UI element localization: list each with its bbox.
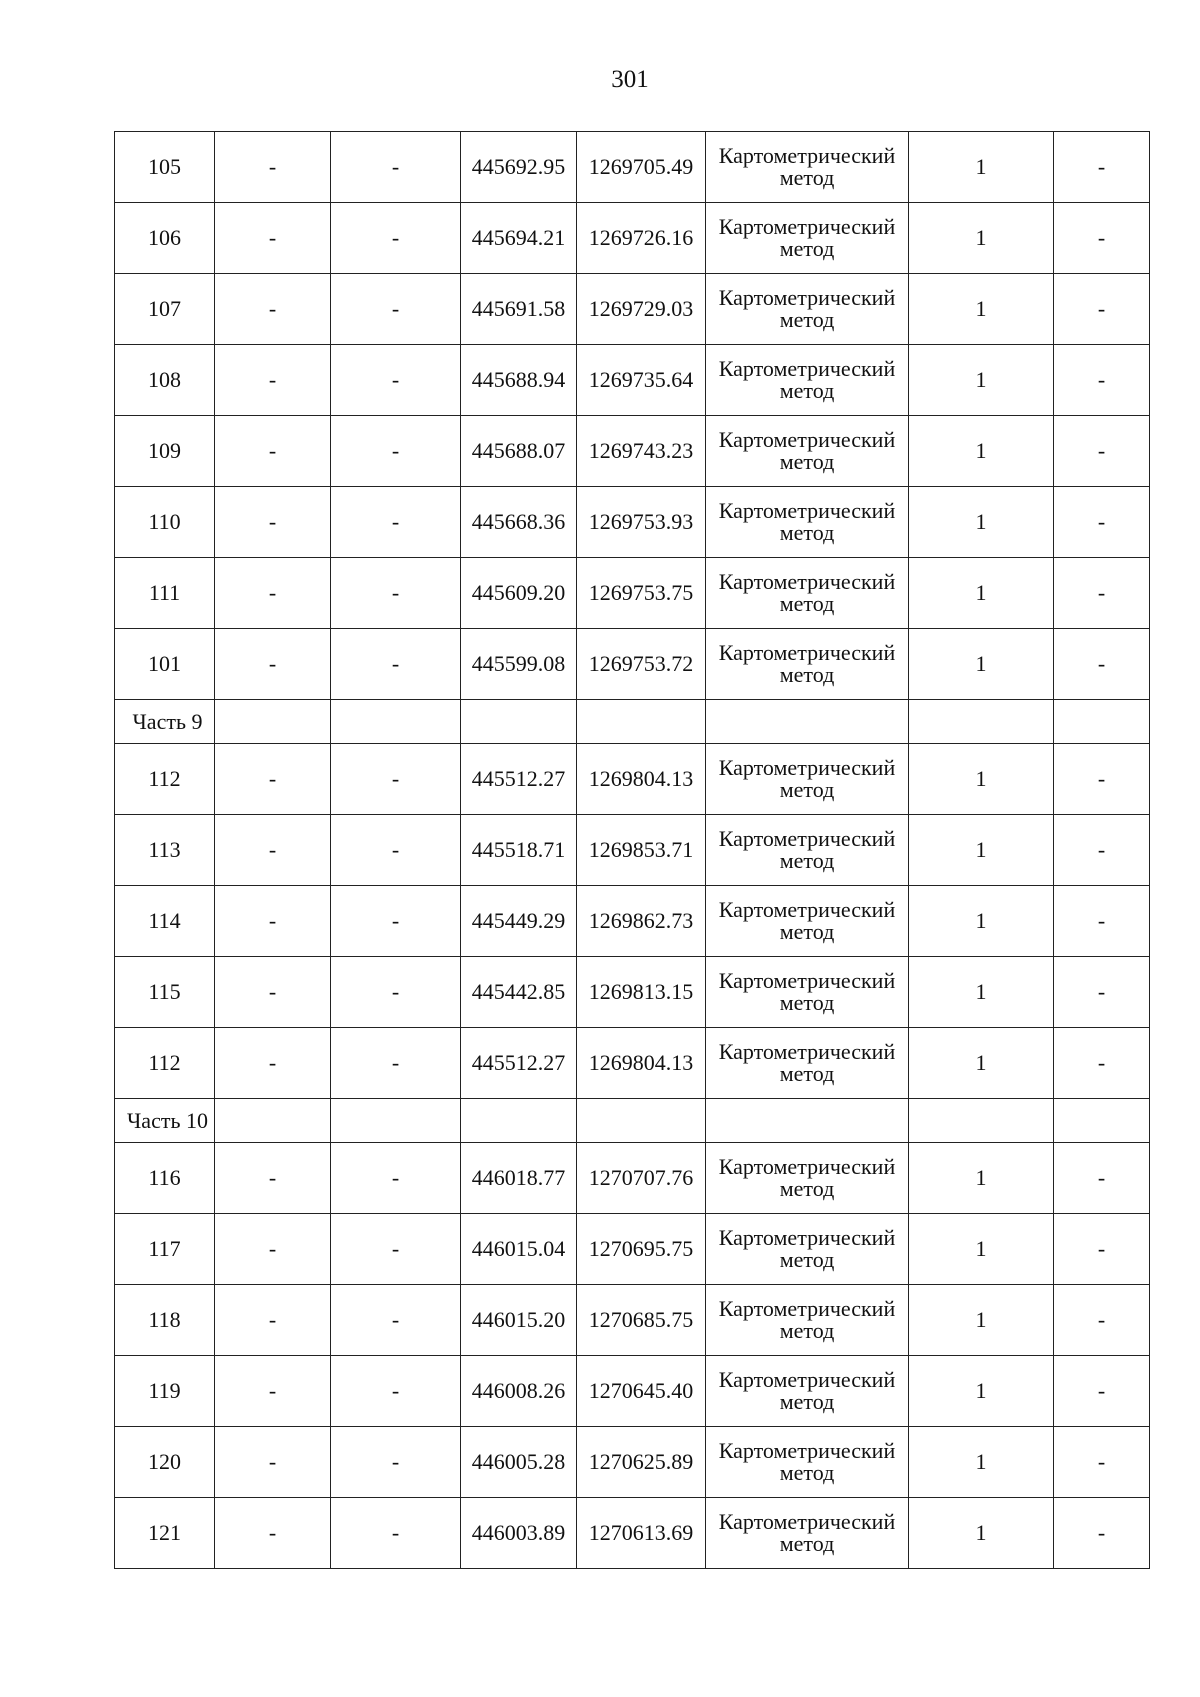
x-coordinate: 445691.58 bbox=[461, 274, 577, 345]
method-line-1: Картометрический bbox=[718, 1438, 896, 1463]
column-3-value: - bbox=[331, 558, 461, 629]
method-line-2: метод bbox=[779, 591, 835, 616]
column-8-value: - bbox=[1054, 1214, 1150, 1285]
empty-cell bbox=[577, 1099, 706, 1143]
column-2-value: - bbox=[215, 1285, 331, 1356]
point-number: 114 bbox=[115, 886, 215, 957]
point-number: 118 bbox=[115, 1285, 215, 1356]
point-number: 119 bbox=[115, 1356, 215, 1427]
column-8-value: - bbox=[1054, 1427, 1150, 1498]
y-coordinate: 1269804.13 bbox=[577, 744, 706, 815]
method-line-1: Картометрический bbox=[718, 897, 896, 922]
empty-cell bbox=[577, 700, 706, 744]
empty-cell bbox=[331, 1099, 461, 1143]
x-coordinate: 446008.26 bbox=[461, 1356, 577, 1427]
y-coordinate: 1269813.15 bbox=[577, 957, 706, 1028]
method-cell bbox=[706, 203, 909, 274]
point-number: 116 bbox=[115, 1143, 215, 1214]
accuracy-value: 1 bbox=[909, 1498, 1054, 1569]
method-line-1: Картометрический bbox=[718, 214, 896, 239]
method-cell bbox=[706, 629, 909, 700]
accuracy-value: 1 bbox=[909, 203, 1054, 274]
column-2-value: - bbox=[215, 558, 331, 629]
column-3-value: - bbox=[331, 345, 461, 416]
accuracy-value: 1 bbox=[909, 957, 1054, 1028]
section-label: Часть 10 bbox=[115, 1099, 215, 1143]
table-row bbox=[115, 274, 1150, 345]
empty-cell bbox=[215, 700, 331, 744]
y-coordinate: 1269726.16 bbox=[577, 203, 706, 274]
section-row bbox=[115, 1099, 1150, 1143]
empty-cell bbox=[909, 700, 1054, 744]
table-row bbox=[115, 1498, 1150, 1569]
table-row bbox=[115, 815, 1150, 886]
x-coordinate: 445609.20 bbox=[461, 558, 577, 629]
column-8-value: - bbox=[1054, 815, 1150, 886]
point-number: 112 bbox=[115, 1028, 215, 1099]
y-coordinate: 1269853.71 bbox=[577, 815, 706, 886]
x-coordinate: 445694.21 bbox=[461, 203, 577, 274]
method-line-1: Картометрический bbox=[718, 498, 896, 523]
column-8-value: - bbox=[1054, 1028, 1150, 1099]
method-line-1: Картометрический bbox=[718, 356, 896, 381]
column-8-value: - bbox=[1054, 957, 1150, 1028]
column-2-value: - bbox=[215, 1028, 331, 1099]
x-coordinate: 445518.71 bbox=[461, 815, 577, 886]
column-2-value: - bbox=[215, 203, 331, 274]
table-row bbox=[115, 1427, 1150, 1498]
method-cell bbox=[706, 132, 909, 203]
point-number: 108 bbox=[115, 345, 215, 416]
y-coordinate: 1270613.69 bbox=[577, 1498, 706, 1569]
method-line-2: метод bbox=[779, 1247, 835, 1272]
column-2-value: - bbox=[215, 815, 331, 886]
point-number: 121 bbox=[115, 1498, 215, 1569]
method-line-2: метод bbox=[779, 990, 835, 1015]
accuracy-value: 1 bbox=[909, 1285, 1054, 1356]
y-coordinate: 1269753.75 bbox=[577, 558, 706, 629]
method-cell bbox=[706, 957, 909, 1028]
column-3-value: - bbox=[331, 815, 461, 886]
column-3-value: - bbox=[331, 203, 461, 274]
column-2-value: - bbox=[215, 886, 331, 957]
column-2-value: - bbox=[215, 1427, 331, 1498]
accuracy-value: 1 bbox=[909, 886, 1054, 957]
method-cell bbox=[706, 1143, 909, 1214]
method-cell bbox=[706, 744, 909, 815]
x-coordinate: 446015.04 bbox=[461, 1214, 577, 1285]
x-coordinate: 445692.95 bbox=[461, 132, 577, 203]
column-2-value: - bbox=[215, 345, 331, 416]
method-line-1: Картометрический bbox=[718, 1225, 896, 1250]
point-number: 120 bbox=[115, 1427, 215, 1498]
column-8-value: - bbox=[1054, 558, 1150, 629]
column-2-value: - bbox=[215, 1356, 331, 1427]
method-line-1: Картометрический bbox=[718, 1039, 896, 1064]
column-2-value: - bbox=[215, 1498, 331, 1569]
column-3-value: - bbox=[331, 1356, 461, 1427]
column-3-value: - bbox=[331, 957, 461, 1028]
method-cell bbox=[706, 1427, 909, 1498]
y-coordinate: 1270695.75 bbox=[577, 1214, 706, 1285]
coordinates-table bbox=[114, 131, 1150, 1569]
x-coordinate: 445449.29 bbox=[461, 886, 577, 957]
method-line-1: Картометрический bbox=[718, 826, 896, 851]
column-8-value: - bbox=[1054, 744, 1150, 815]
method-line-1: Картометрический bbox=[718, 427, 896, 452]
column-3-value: - bbox=[331, 487, 461, 558]
table-row bbox=[115, 1214, 1150, 1285]
x-coordinate: 445599.08 bbox=[461, 629, 577, 700]
x-coordinate: 445442.85 bbox=[461, 957, 577, 1028]
point-number: 111 bbox=[115, 558, 215, 629]
column-2-value: - bbox=[215, 132, 331, 203]
column-8-value: - bbox=[1054, 274, 1150, 345]
y-coordinate: 1269735.64 bbox=[577, 345, 706, 416]
accuracy-value: 1 bbox=[909, 274, 1054, 345]
y-coordinate: 1270625.89 bbox=[577, 1427, 706, 1498]
empty-cell bbox=[706, 700, 909, 744]
method-line-2: метод bbox=[779, 848, 835, 873]
method-line-1: Картометрический bbox=[718, 1154, 896, 1179]
column-2-value: - bbox=[215, 487, 331, 558]
table-row bbox=[115, 416, 1150, 487]
column-2-value: - bbox=[215, 1143, 331, 1214]
method-line-2: метод bbox=[779, 1460, 835, 1485]
empty-cell bbox=[1054, 1099, 1150, 1143]
table-row bbox=[115, 1356, 1150, 1427]
accuracy-value: 1 bbox=[909, 744, 1054, 815]
table-row bbox=[115, 1143, 1150, 1214]
method-line-1: Картометрический bbox=[718, 1509, 896, 1534]
table-row bbox=[115, 1028, 1150, 1099]
accuracy-value: 1 bbox=[909, 345, 1054, 416]
x-coordinate: 446018.77 bbox=[461, 1143, 577, 1214]
x-coordinate: 445512.27 bbox=[461, 1028, 577, 1099]
column-8-value: - bbox=[1054, 487, 1150, 558]
method-line-1: Картометрический bbox=[718, 968, 896, 993]
column-3-value: - bbox=[331, 629, 461, 700]
method-cell bbox=[706, 886, 909, 957]
method-line-1: Картометрический bbox=[718, 1296, 896, 1321]
method-cell bbox=[706, 487, 909, 558]
x-coordinate: 445668.36 bbox=[461, 487, 577, 558]
column-8-value: - bbox=[1054, 629, 1150, 700]
table-row bbox=[115, 629, 1150, 700]
empty-cell bbox=[215, 1099, 331, 1143]
point-number: 105 bbox=[115, 132, 215, 203]
method-line-2: метод bbox=[779, 1061, 835, 1086]
column-3-value: - bbox=[331, 1427, 461, 1498]
y-coordinate: 1269753.72 bbox=[577, 629, 706, 700]
accuracy-value: 1 bbox=[909, 132, 1054, 203]
accuracy-value: 1 bbox=[909, 487, 1054, 558]
method-line-2: метод bbox=[779, 1176, 835, 1201]
point-number: 115 bbox=[115, 957, 215, 1028]
column-3-value: - bbox=[331, 416, 461, 487]
column-3-value: - bbox=[331, 1214, 461, 1285]
point-number: 110 bbox=[115, 487, 215, 558]
column-2-value: - bbox=[215, 744, 331, 815]
column-8-value: - bbox=[1054, 1285, 1150, 1356]
x-coordinate: 446015.20 bbox=[461, 1285, 577, 1356]
method-cell bbox=[706, 558, 909, 629]
method-line-2: метод bbox=[779, 777, 835, 802]
accuracy-value: 1 bbox=[909, 1028, 1054, 1099]
method-cell bbox=[706, 815, 909, 886]
accuracy-value: 1 bbox=[909, 629, 1054, 700]
empty-cell bbox=[331, 700, 461, 744]
column-3-value: - bbox=[331, 1028, 461, 1099]
x-coordinate: 445688.07 bbox=[461, 416, 577, 487]
method-line-2: метод bbox=[779, 520, 835, 545]
table-row bbox=[115, 957, 1150, 1028]
column-3-value: - bbox=[331, 886, 461, 957]
column-8-value: - bbox=[1054, 345, 1150, 416]
y-coordinate: 1269743.23 bbox=[577, 416, 706, 487]
method-cell bbox=[706, 1214, 909, 1285]
method-line-1: Картометрический bbox=[718, 143, 896, 168]
table-row bbox=[115, 487, 1150, 558]
y-coordinate: 1269804.13 bbox=[577, 1028, 706, 1099]
column-8-value: - bbox=[1054, 132, 1150, 203]
method-line-2: метод bbox=[779, 662, 835, 687]
y-coordinate: 1269862.73 bbox=[577, 886, 706, 957]
method-line-1: Картометрический bbox=[718, 640, 896, 665]
method-line-1: Картометрический bbox=[718, 285, 896, 310]
x-coordinate: 446003.89 bbox=[461, 1498, 577, 1569]
column-3-value: - bbox=[331, 132, 461, 203]
column-3-value: - bbox=[331, 1285, 461, 1356]
method-line-1: Картометрический bbox=[718, 755, 896, 780]
y-coordinate: 1270645.40 bbox=[577, 1356, 706, 1427]
y-coordinate: 1269753.93 bbox=[577, 487, 706, 558]
column-2-value: - bbox=[215, 274, 331, 345]
method-line-2: метод bbox=[779, 307, 835, 332]
y-coordinate: 1269705.49 bbox=[577, 132, 706, 203]
column-3-value: - bbox=[331, 744, 461, 815]
table-row bbox=[115, 886, 1150, 957]
x-coordinate: 446005.28 bbox=[461, 1427, 577, 1498]
column-3-value: - bbox=[331, 274, 461, 345]
method-cell bbox=[706, 416, 909, 487]
x-coordinate: 445688.94 bbox=[461, 345, 577, 416]
point-number: 101 bbox=[115, 629, 215, 700]
x-coordinate: 445512.27 bbox=[461, 744, 577, 815]
column-2-value: - bbox=[215, 957, 331, 1028]
method-cell bbox=[706, 345, 909, 416]
point-number: 109 bbox=[115, 416, 215, 487]
empty-cell bbox=[1054, 700, 1150, 744]
column-2-value: - bbox=[215, 416, 331, 487]
accuracy-value: 1 bbox=[909, 1214, 1054, 1285]
point-number: 113 bbox=[115, 815, 215, 886]
accuracy-value: 1 bbox=[909, 416, 1054, 487]
column-2-value: - bbox=[215, 1214, 331, 1285]
y-coordinate: 1270707.76 bbox=[577, 1143, 706, 1214]
method-line-2: метод bbox=[779, 1531, 835, 1556]
section-label: Часть 9 bbox=[115, 700, 215, 744]
empty-cell bbox=[706, 1099, 909, 1143]
column-2-value: - bbox=[215, 629, 331, 700]
method-line-2: метод bbox=[779, 378, 835, 403]
column-3-value: - bbox=[331, 1498, 461, 1569]
method-cell bbox=[706, 1028, 909, 1099]
table-row bbox=[115, 744, 1150, 815]
method-line-2: метод bbox=[779, 1318, 835, 1343]
column-3-value: - bbox=[331, 1143, 461, 1214]
empty-cell bbox=[909, 1099, 1054, 1143]
accuracy-value: 1 bbox=[909, 1356, 1054, 1427]
table-row bbox=[115, 345, 1150, 416]
table-row bbox=[115, 1285, 1150, 1356]
point-number: 107 bbox=[115, 274, 215, 345]
column-8-value: - bbox=[1054, 1143, 1150, 1214]
accuracy-value: 1 bbox=[909, 1143, 1054, 1214]
table-row bbox=[115, 558, 1150, 629]
column-8-value: - bbox=[1054, 1356, 1150, 1427]
column-8-value: - bbox=[1054, 203, 1150, 274]
method-line-2: метод bbox=[779, 919, 835, 944]
empty-cell bbox=[461, 1099, 577, 1143]
accuracy-value: 1 bbox=[909, 815, 1054, 886]
table-row bbox=[115, 132, 1150, 203]
method-line-2: метод bbox=[779, 449, 835, 474]
method-line-2: метод bbox=[779, 236, 835, 261]
method-line-1: Картометрический bbox=[718, 569, 896, 594]
method-cell bbox=[706, 274, 909, 345]
table-row bbox=[115, 203, 1150, 274]
column-8-value: - bbox=[1054, 1498, 1150, 1569]
section-row bbox=[115, 700, 1150, 744]
y-coordinate: 1269729.03 bbox=[577, 274, 706, 345]
point-number: 117 bbox=[115, 1214, 215, 1285]
method-line-2: метод bbox=[779, 165, 835, 190]
point-number: 106 bbox=[115, 203, 215, 274]
method-cell bbox=[706, 1285, 909, 1356]
point-number: 112 bbox=[115, 744, 215, 815]
empty-cell bbox=[461, 700, 577, 744]
column-8-value: - bbox=[1054, 886, 1150, 957]
y-coordinate: 1270685.75 bbox=[577, 1285, 706, 1356]
accuracy-value: 1 bbox=[909, 558, 1054, 629]
method-line-2: метод bbox=[779, 1389, 835, 1414]
table-body bbox=[115, 132, 1150, 1569]
method-cell bbox=[706, 1356, 909, 1427]
accuracy-value: 1 bbox=[909, 1427, 1054, 1498]
column-8-value: - bbox=[1054, 416, 1150, 487]
page-number: 301 bbox=[611, 66, 649, 93]
method-line-1: Картометрический bbox=[718, 1367, 896, 1392]
method-cell bbox=[706, 1498, 909, 1569]
